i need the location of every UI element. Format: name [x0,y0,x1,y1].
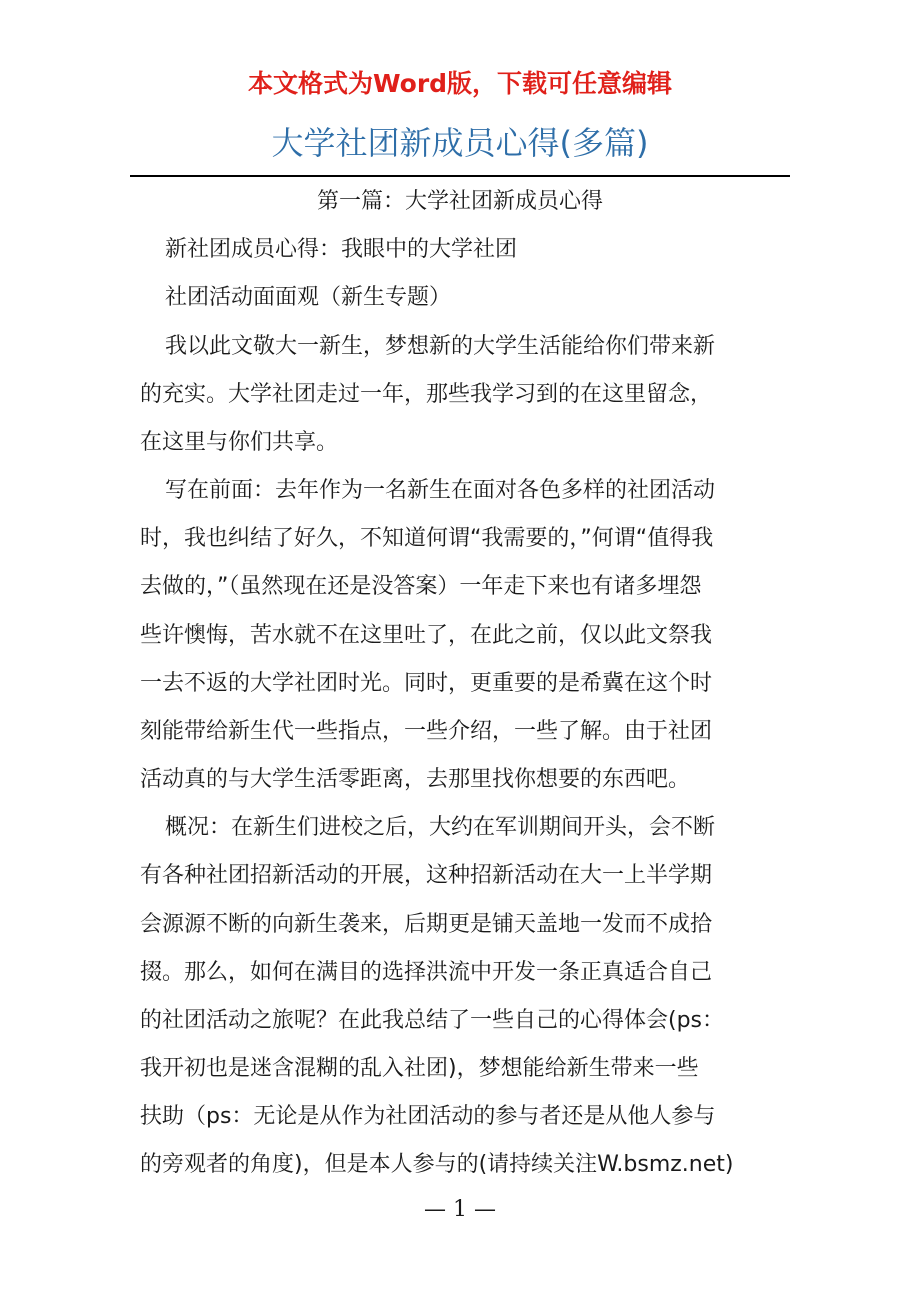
paragraph-line: 些许懊悔，苦水就不在这里吐了，在此之前，仅以此文祭我 [140,623,713,648]
paragraph-line: 我开初也是迷含混糊的乱入社团)，梦想能给新生带来一些 [140,1056,699,1081]
paragraph-line: 活动真的与大学生活零距离，去那里找你想要的东西吧。 [140,767,691,792]
paragraph-line: 会源源不断的向新生袭来，后期更是铺天盖地一发而不成拾 [140,912,713,937]
page-number: — 1 — [424,1197,496,1222]
format-notice: 本文格式为Word版，下载可任意编辑 [247,69,673,98]
title-divider [130,175,790,177]
paragraph-line: 掇。那么，如何在满目的选择洪流中开发一条正真适合自己 [140,960,713,985]
section-heading: 第一篇：大学社团新成员心得 [316,189,603,214]
paragraph-line: 写在前面：去年作为一名新生在面对各色多样的社团活动 [165,478,716,503]
paragraph-line: 扶助（ps：无论是从作为社团活动的参与者还是从他人参与 [140,1104,716,1129]
paragraph-line: 刻能带给新生代一些指点，一些介绍，一些了解。由于社团 [140,719,713,744]
paragraph-line: 社团活动面面观（新生专题） [165,285,452,310]
paragraph-line: 概况：在新生们进校之后，大约在军训期间开头，会不断 [165,815,716,840]
paragraph-line: 在这里与你们共享。 [140,430,339,455]
paragraph-line: 时，我也纠结了好久，不知道何谓“我需要的，”何谓“值得我 [140,526,714,551]
paragraph-line: 的充实。大学社团走过一年，那些我学习到的在这里留念， [140,382,713,407]
paragraph-line: 去做的，”（虽然现在还是没答案）一年走下来也有诸多埋怨 [140,574,702,599]
paragraph-line: 的旁观者的角度)，但是本人参与的(请持续关注W.bsmz.net) [140,1152,734,1177]
paragraph-line: 的社团活动之旅呢？在此我总结了一些自己的心得体会(ps： [140,1008,725,1033]
paragraph-line: 我以此文敬大一新生，梦想新的大学生活能给你们带来新 [165,334,716,359]
paragraph-line: 新社团成员心得：我眼中的大学社团 [165,237,518,262]
paragraph-line: 一去不返的大学社团时光。同时，更重要的是希冀在这个时 [140,671,713,696]
document-title: 大学社团新成员心得(多篇) [271,124,649,162]
paragraph-line: 有各种社团招新活动的开展，这种招新活动在大一上半学期 [140,863,713,888]
